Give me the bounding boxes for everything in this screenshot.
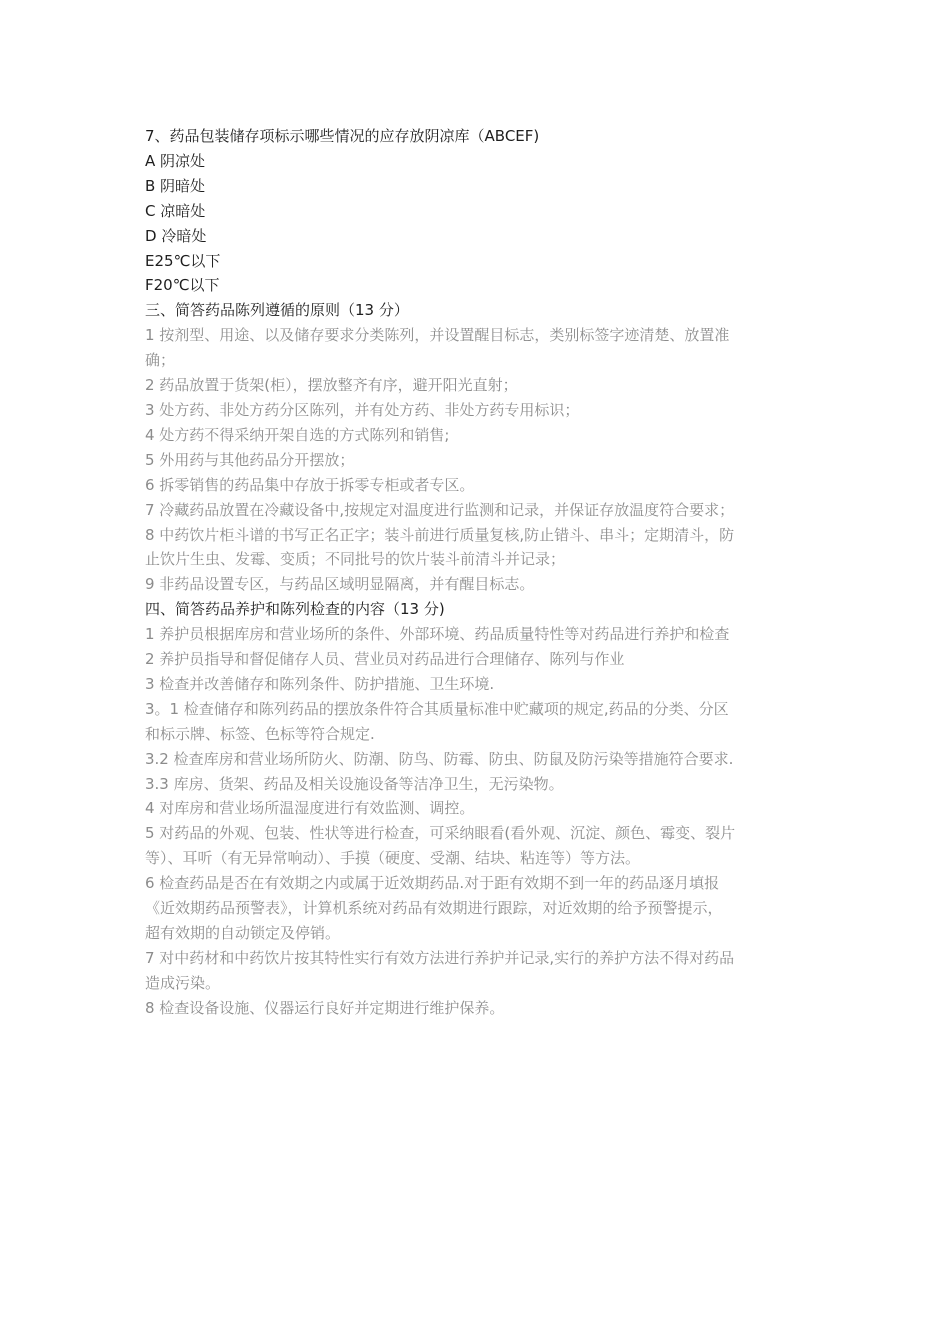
section-3-line: 确； bbox=[145, 351, 176, 370]
section-4-line: 3 检查并改善储存和陈列条件、防护措施、卫生环境. bbox=[145, 674, 495, 693]
section-3-line: 5 外用药与其他药品分开摆放； bbox=[145, 450, 355, 469]
section-4-line: 1 养护员根据库房和营业场所的条件、外部环境、药品质量特性等对药品进行养护和检查 bbox=[145, 625, 730, 644]
section-4-line: 造成污染。 bbox=[145, 973, 221, 992]
option-e: E25℃以下 bbox=[145, 251, 221, 270]
option-d: D 冷暗处 bbox=[145, 226, 207, 245]
section-4-line: 7 对中药材和中药饮片按其特性实行有效方法进行养护并记录,实行的养护方法不得对药品 bbox=[145, 948, 735, 967]
section-4-line: 3.3 库房、货架、药品及相关设施设备等洁净卫生，无污染物。 bbox=[145, 774, 564, 793]
section-3-line: 2 药品放置于货架(柜），摆放整齐有序，避开阳光直射； bbox=[145, 376, 518, 395]
section-4-line: 6 检查药品是否在有效期之内或属于近效期药品.对于距有效期不到一年的药品逐月填报 bbox=[145, 874, 720, 893]
section-4-line: 5 对药品的外观、包装、性状等进行检查，可采纳眼看(看外观、沉淀、颜色、霉变、裂片 bbox=[145, 824, 736, 843]
option-a: A 阴凉处 bbox=[145, 151, 206, 170]
section-4-line: 8 检查设备设施、仪器运行良好并定期进行维护保养。 bbox=[145, 998, 505, 1017]
section-4-line: 《近效期药品预警表》，计算机系统对药品有效期进行跟踪，对近效期的给予预警提示， bbox=[145, 899, 723, 918]
section-3-heading: 三、简答药品陈列遵循的原则（13 分） bbox=[145, 301, 409, 320]
document-body bbox=[145, 124, 810, 1021]
section-4-line: 超有效期的自动锁定及停销。 bbox=[145, 924, 341, 942]
option-f: F20℃以下 bbox=[145, 276, 220, 295]
section-3-line: 4 处方药不得采纳开架自选的方式陈列和销售; bbox=[145, 425, 450, 444]
section-3-line: 9 非药品设置专区，与药品区域明显隔离，并有醒目标志。 bbox=[145, 575, 535, 594]
section-4-line: 3。1 检查储存和陈列药品的摆放条件符合其质量标准中贮藏项的规定,药品的分类、分区 bbox=[145, 699, 729, 718]
section-3-line: 3 处方药、非处方药分区陈列，并有处方药、非处方药专用标识； bbox=[145, 400, 580, 419]
option-c: C 凉暗处 bbox=[145, 201, 206, 220]
section-4-line: 3.2 检查库房和营业场所防火、防潮、防鸟、防霉、防虫、防鼠及防污染等措施符合要求. bbox=[145, 749, 734, 768]
section-4-line: 和标示牌、标签、色标等符合规定. bbox=[145, 724, 375, 743]
section-4-line: 等）、耳听（有无异常响动）、手摸（硬度、受潮、结块、粘连等）等方法。 bbox=[145, 849, 641, 868]
section-4-line: 2 养护员指导和督促储存人员、营业员对药品进行合理储存、陈列与作业 bbox=[145, 650, 625, 669]
section-4-line: 4 对库房和营业场所温湿度进行有效监测、调控。 bbox=[145, 799, 475, 818]
section-3-line: 1 按剂型、用途、以及储存要求分类陈列，并设置醒目标志，类别标签字迹清楚、放置准 bbox=[145, 326, 730, 345]
section-3-line: 6 拆零销售的药品集中存放于拆零专柜或者专区。 bbox=[145, 475, 475, 494]
section-4-heading: 四、简答药品养护和陈列检查的内容（13 分) bbox=[145, 600, 445, 619]
option-b: B 阴暗处 bbox=[145, 176, 206, 195]
question-7-stem: 7、药品包装储存项标示哪些情况的应存放阴凉库（ABCEF) bbox=[145, 127, 540, 145]
section-3-line: 止饮片生虫、发霉、变质；不同批号的饮片装斗前清斗并记录； bbox=[145, 550, 566, 569]
section-3-line: 8 中药饮片柜斗谱的书写正名正字；装斗前进行质量复核,防止错斗、串斗；定期清斗，防 bbox=[145, 525, 735, 544]
section-3-line: 7 冷藏药品放置在冷藏设备中,按规定对温度进行监测和记录，并保证存放温度符合要求； bbox=[145, 500, 735, 519]
